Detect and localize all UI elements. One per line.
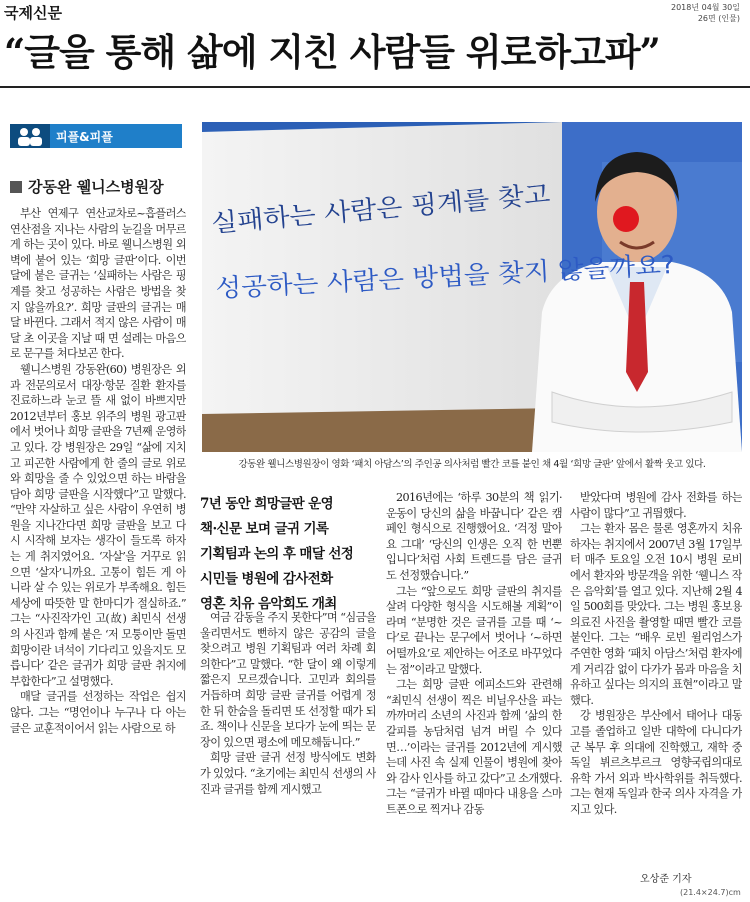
banner-line-2: 성공하는 사람은 방법을 찾지 않을까요? [214, 251, 648, 303]
paragraph: 웰니스병원 강동완(60) 병원장은 외과 전문의로서 대장·항문 질환 환자를 진료하느라 눈코 뜰 새 없이 바쁘지만 2012년부터 홍보 위주의 병원 광고판에서 벗어나 희망 글판을 7년째 운영하고 있다. 강 병원장은 29일 “삶에 지치고 피곤한 사람에게 한 줄의 글로 위로와 희망을 줄 수 있었으면 하는 바람을 담아 희망 글판을 시작했다”고 말했다. “만약 자살하고 싶은 사람이 우연히 병원을 지나간다면 희망 글판을 보고 다시 시작해 보자는 생각이 들도록 하자는 게 취지였어요. ‘자살’을 거꾸로 읽으면 ‘살자’니까요. 고통이 힘든 게 아니라 살 수 있는 위로가 부족해요. 힘든 세상에 따뜻한 말 한마디가 절실하죠.” 그는 “사진작가인 고(故) 최민식 선생의 사진과 함께 붙은 ‘저 모퉁이만 돌면 희망이란 녀석이 기다리고 있을지도 모릅니다’ 같은 글귀가 희망 글판 취지에 부합한다”고 설명했다. [10, 362, 186, 688]
issue-date: 2018년 04월 30일 [671, 3, 740, 12]
subhead [10, 176, 164, 197]
photo-caption: 강동완 웰니스병원장이 영화 ‘패치 아담스’의 주인공 의사처럼 빨간 코를 붙인 채 4월 ‘희망 글판’ 앞에서 활짝 웃고 있다. [238, 459, 706, 470]
paragraph: 받았다며 병원에 감사 전화를 하는 사람이 많다”고 귀띔했다. [570, 491, 742, 520]
paragraph: 그는 환자 몸은 물론 영혼까지 치유하자는 취지에서 2007년 3월 17일부터 매주 토요일 오전 10시 병원 로비에서 환자와 방문객을 위한 ‘웰니스 작은 음악회’를 열고 있다. 지난해 2월 4일 500회를 맞았다. 그는 병원 홍보용 의료진 사진을 촬영할 때면 빨간 코를 붙인다. 그는 “배우 로빈 윌리엄스가 주연한 영화 ‘패치 아담스’처럼 환자에게 거리감 없이 다가가 몸과 마음을 치유하고 싶다는 의지의 표현”이라고 말했다. [570, 522, 742, 707]
paragraph: 그는 희망 글판 에피소드와 관련해 “최민식 선생이 찍은 비닐우산을 파는 까까머리 소년의 사진과 함께 ‘삶의 한 갈피를 농담처럼 넘겨 버릴 수 있다면…’이라는 글귀를 2012년에 게시했는데 사진 속 실제 인물이 병원에 찾아와 감사 인사를 하고 갔다”고 소개했다. 그는 “글귀가 바뀔 때마다 내용을 스마트폰으로 찍거나 감동 [386, 678, 562, 816]
section-badge [10, 124, 182, 148]
deck-line: 책·신문 보며 글귀 기록 [200, 521, 329, 537]
page-number: 26면 (인물) [697, 14, 740, 23]
issue-date-block [671, 2, 740, 24]
banner-line-1: 실패하는 사람은 핑계를 찾고 [209, 181, 525, 238]
section-label: 피플&피플 [56, 129, 113, 144]
deck-line: 7년 동안 희망글판 운영 [200, 496, 334, 512]
article-column-3 [386, 490, 562, 896]
article-deck [200, 492, 375, 617]
paragraph: 강 병원장은 부산에서 태어나 대동고를 졸업하고 일반 대학에 다니다가 군 복무 후 의대에 진학했고, 재학 중 독일 뷔르츠부르크 영향국립의대로 유학 가서 외과 박사학위를 취득했다. 그는 현재 독일과 한국 의사 자격을 가지고 있다. [570, 709, 742, 816]
headline-divider [0, 86, 750, 88]
newspaper-name: 국제신문 [4, 4, 62, 22]
headline: “글을 통해 삶에 지친 사람들 위로하고파” [4, 30, 660, 74]
article-column-1 [10, 206, 186, 896]
paragraph: 매달 글귀를 선정하는 작업은 쉽지 않다. 그는 “명언이나 누구나 다 아는 글은 교훈적이어서 읽는 사람으로 하 [10, 690, 186, 735]
article-column-2 [200, 610, 376, 896]
article-photo [202, 122, 742, 452]
byline: 오상준 기자 [640, 874, 692, 885]
deck-line: 영혼 치유 음악회도 개최 [200, 596, 337, 612]
paragraph: 그는 “앞으로도 희망 글판의 취지를 살려 다양한 형식을 시도해볼 계획”이라며 “분명한 것은 글귀를 고를 때 ‘~다’로 끝나는 문구에서 벗어나 ‘~하면 어떨까요’로 제안하는 어조로 바꾸었다는 점”이라고 말했다. [386, 584, 562, 676]
paragraph: 여금 감동을 주지 못한다”며 “심금을 울리면서도 뻔하지 않은 공감의 글을 찾으려고 병원 기획팀과 여러 차례 회의한다”고 말했다. “한 달이 왜 이렇게 짧은지 모르겠습니다. 고민과 회의를 거듭하며 희망 글판 글귀를 어렵게 정한 뒤 한숨을 돌리면 또 선정할 때가 되죠. 책이나 신문을 보다가 눈에 띄는 문장이 있으면 평소에 메모해둡니다.” [200, 611, 376, 749]
people-icon [10, 124, 50, 148]
deck-line: 기획팀과 논의 후 매달 선정 [200, 546, 354, 562]
article-column-4 [570, 490, 742, 868]
subhead-text: 강동완 웰니스병원장 [28, 178, 164, 196]
paragraph: 희망 글판 글귀 선정 방식에도 변화가 있었다. “초기에는 최민식 선생의 사진과 글귀를 함께 게시했고 [200, 751, 376, 796]
deck-line: 시민들 병원에 감사전화 [200, 571, 333, 587]
paragraph: 2016년에는 ‘하루 30분의 책 읽기·운동이 당신의 삶을 바꿉니다’ 같은 캠페인 형식으로 진행했어요. ‘걱정 말아요 그대’ ‘당신의 인생은 오직 한 번뿐입니다’처럼 사회 트렌드를 담은 글귀도 선정했습니다.” [386, 491, 562, 582]
paragraph: 부산 연제구 연산교차로~흡플러스 연산점을 지나는 사람의 눈길을 머무르게 하는 곳이 있다. 바로 웰니스병원 외벽에 붙어 있는 ‘희망 글판’이다. 이번 달에 붙은 글귀는 ‘실패하는 사람은 핑계를 찾고 성공하는 사람은 방법을 찾지 않을까요?’. 희망 글판의 글귀는 매달 바뀐다. 그래서 적지 않은 사람이 매달 초 이곳을 지날 때 면 설레는 마음으로 문구를 쳐다보곤 한다. [10, 207, 186, 361]
article-size: (21.4×24.7)cm [680, 888, 741, 897]
